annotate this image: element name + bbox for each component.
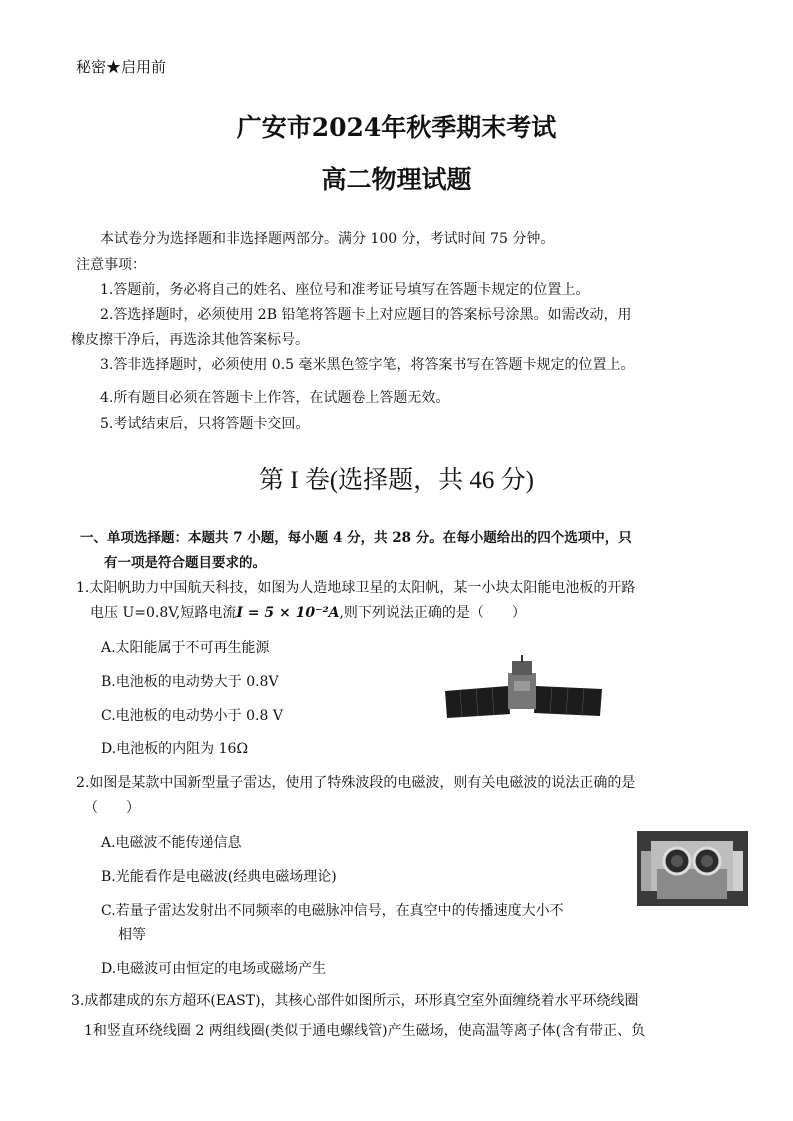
q1-stem: 1.太阳帆助力中国航天科技，如图为人造地球卫星的太阳帆，某一小块太阳能电池板的开路	[76, 580, 636, 596]
q1-stem-cont	[90, 602, 526, 622]
satellite-detail	[514, 681, 530, 691]
q2-stem: 2.如图是某款中国新型量子雷达，使用了特殊波段的电磁波，则有关电磁波的说法正确的是	[76, 775, 636, 791]
q2-stem-cont: （ ）	[84, 800, 140, 816]
notice-item: 1.答题前，务必将自己的姓名、座位号和准考证号填写在答题卡规定的位置上。	[100, 282, 590, 298]
section-heading-cont: 有一项是符合题目要求的。	[104, 555, 266, 571]
q1-option-a: A.太阳能属于不可再生能源	[101, 640, 270, 656]
q1-option-d: D.电池板的内阻为 16Ω	[101, 741, 249, 757]
q1-option-c: C.电池板的电动势小于 0.8 V	[101, 708, 283, 724]
q3-stem-cont: 1和竖直环绕线圈 2 两组线圈(类似于通电螺线管)产生磁场，使高温等离子体(含有带正、负	[84, 1023, 646, 1039]
notice-item: 橡皮擦干净后，再选涂其他答案标号。	[71, 332, 309, 348]
q2-option-d: D.电磁波可由恒定的电场或磁场产生	[101, 961, 327, 977]
satellite-module	[512, 661, 532, 675]
intro-text: 本试卷分为选择题和非选择题两部分。满分 100 分，考试时间 75 分钟。	[100, 231, 555, 247]
notice-item: 4.所有题目必须在答题卡上作答，在试题卷上答题无效。	[100, 390, 450, 406]
q3-stem: 3.成都建成的东方超环(EAST)，其核心部件如图所示，环形真空室外面缠绕着水平环绕线圈	[71, 993, 639, 1009]
exam-subtitle: 高二物理试题	[321, 165, 472, 194]
satellite-image	[440, 655, 605, 720]
quantum-radar-image	[637, 831, 748, 906]
q1-stem-text: 电压 U=0.8V,短路电流	[90, 605, 237, 621]
radar-drawing	[637, 831, 748, 906]
q1-formula: I = 5 × 10⁻²A	[236, 605, 340, 621]
q2-option-a: A.电磁波不能传递信息	[101, 835, 242, 851]
secret-label: 秘密★启用前	[76, 58, 167, 76]
q2-option-c-cont: 相等	[118, 927, 146, 943]
notice-item: 3.答非选择题时，必须使用 0.5 毫米黑色签字笔，将答案书写在答题卡规定的位置上。	[100, 357, 635, 373]
notice-item: 5.考试结束后，只将答题卡交回。	[100, 416, 310, 432]
notice-label: 注意事项：	[76, 257, 146, 273]
volume-title: 第 I 卷(选择题，共 46 分)	[259, 467, 534, 494]
section-heading: 一、单项选择题：本题共 7 小题，每小题 4 分，共 28 分。在每小题给出的四个选项中，只	[80, 530, 632, 546]
q2-option-b: B.光能看作是电磁波(经典电磁场理论)	[101, 869, 337, 885]
exam-title: 广安市2024年秋季期末考试	[236, 113, 557, 142]
q1-stem-tail: ,则下列说法正确的是（ ）	[339, 605, 526, 621]
q2-option-c: C.若量子雷达发射出不同频率的电磁脉冲信号，在真空中的传播速度大小不	[101, 903, 564, 919]
notice-item: 2.答选择题时，必须使用 2B 铅笔将答题卡上对应题目的答案标号涂黑。如需改动，用	[100, 307, 632, 323]
q1-option-b: B.电池板的电动势大于 0.8V	[101, 674, 279, 690]
